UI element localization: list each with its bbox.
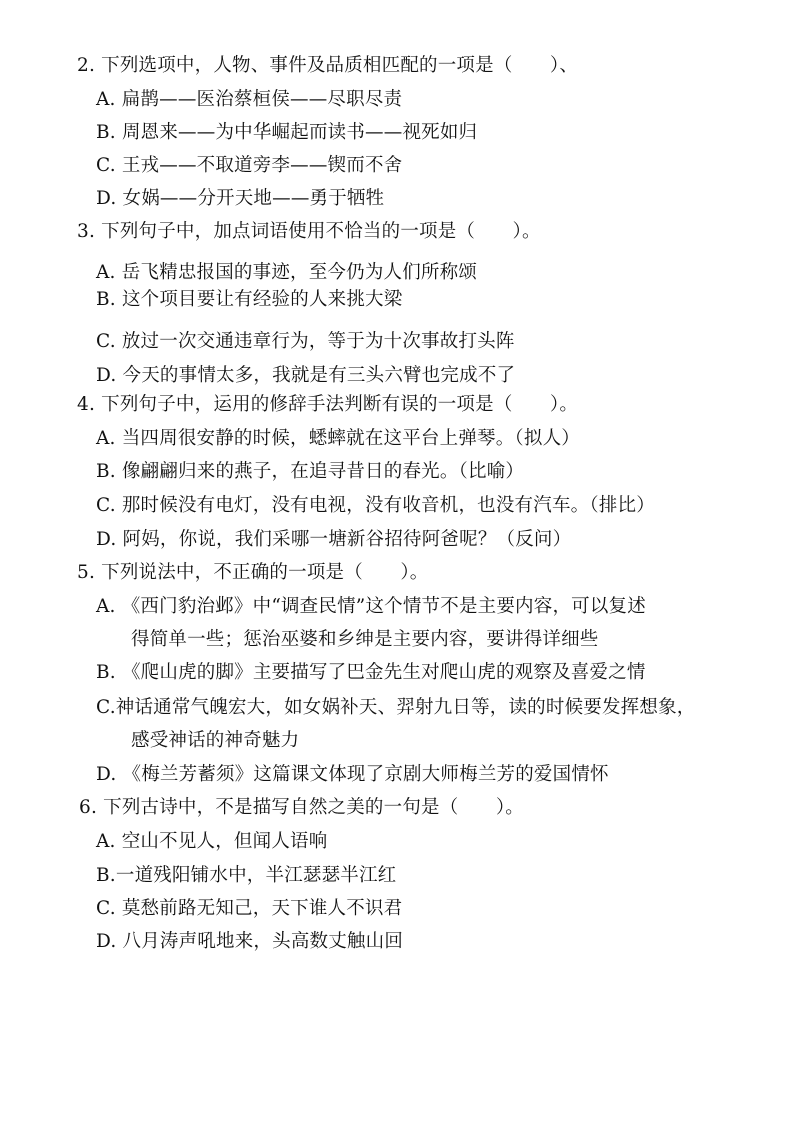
question-5-option-d: D. 《梅兰芳蓄须》这篇课文体现了京剧大师梅兰芳的爱国情怀 (96, 764, 609, 785)
question-2-option-c: C. 王戎——不取道旁李——锲而不舍 (96, 155, 403, 176)
question-5-option-a-continued: 得简单一些；惩治巫婆和乡绅是主要内容，要讲得详细些 (131, 629, 599, 650)
question-2-option-d: D. 女娲——分开天地——勇于牺牲 (96, 188, 385, 209)
question-5-stem: 5. 下列说法中，不正确的一项是（ ）。 (77, 562, 429, 583)
question-3-option-a: A. 岳飞精忠报国的事迹，至今仍为人们所称颂 (96, 262, 478, 283)
question-5-option-a: A. 《西门豹治邺》中“调查民情”这个情节不是主要内容，可以复述 (96, 596, 646, 617)
question-6-stem: 6. 下列古诗中，不是描写自然之美的一句是（ ）。 (79, 797, 524, 818)
question-6-option-b: B.一道残阳铺水中，半江瑟瑟半江红 (96, 865, 397, 886)
question-6-option-a: A. 空山不见人，但闻人语响 (96, 831, 328, 852)
question-2-stem: 2. 下列选项中，人物、事件及品质相匹配的一项是（ ）、 (77, 55, 579, 76)
question-6-option-c: C. 莫愁前路无知己，天下谁人不识君 (96, 898, 403, 919)
question-4-option-d: D. 阿妈，你说，我们采哪一塘新谷招待阿爸呢？（反问） (96, 529, 572, 550)
question-3-option-d: D. 今天的事情太多，我就是有三头六臂也完成不了 (96, 365, 516, 386)
question-3-option-b: B. 这个项目要让有经验的人来挑大梁 (96, 289, 403, 310)
question-2-option-a: A. 扁鹊——医治蔡桓侯——尽职尽责 (96, 89, 403, 110)
question-2-option-b: B. 周恩来——为中华崛起而读书——视死如归 (96, 122, 478, 143)
question-5-option-c: C.神话通常气魄宏大，如女娲补天、羿射九日等，读的时候要发挥想象， (96, 697, 696, 718)
question-4-option-b: B. 像翩翩归来的燕子，在追寻昔日的春光。（比喻） (96, 461, 525, 482)
question-5-option-b: B. 《爬山虎的脚》主要描写了巴金先生对爬山虎的观察及喜爱之情 (96, 662, 646, 683)
question-5-option-c-continued: 感受神话的神奇魅力 (131, 730, 300, 751)
question-3-option-c: C. 放过一次交通违章行为，等于为十次事故打头阵 (96, 331, 515, 352)
question-3-stem: 3. 下列句子中，加点词语使用不恰当的一项是（ ）。 (77, 221, 541, 242)
question-4-option-a: A. 当四周很安静的时候，蟋蟀就在这平台上弹琴。（拟人） (96, 428, 580, 449)
question-6-option-d: D. 八月涛声吼地来，头高数丈触山回 (96, 931, 404, 952)
question-4-option-c: C. 那时候没有电灯，没有电视，没有收音机，也没有汽车。（排比） (96, 495, 655, 516)
question-4-stem: 4. 下列句子中，运用的修辞手法判断有误的一项是（ ）。 (77, 394, 579, 415)
